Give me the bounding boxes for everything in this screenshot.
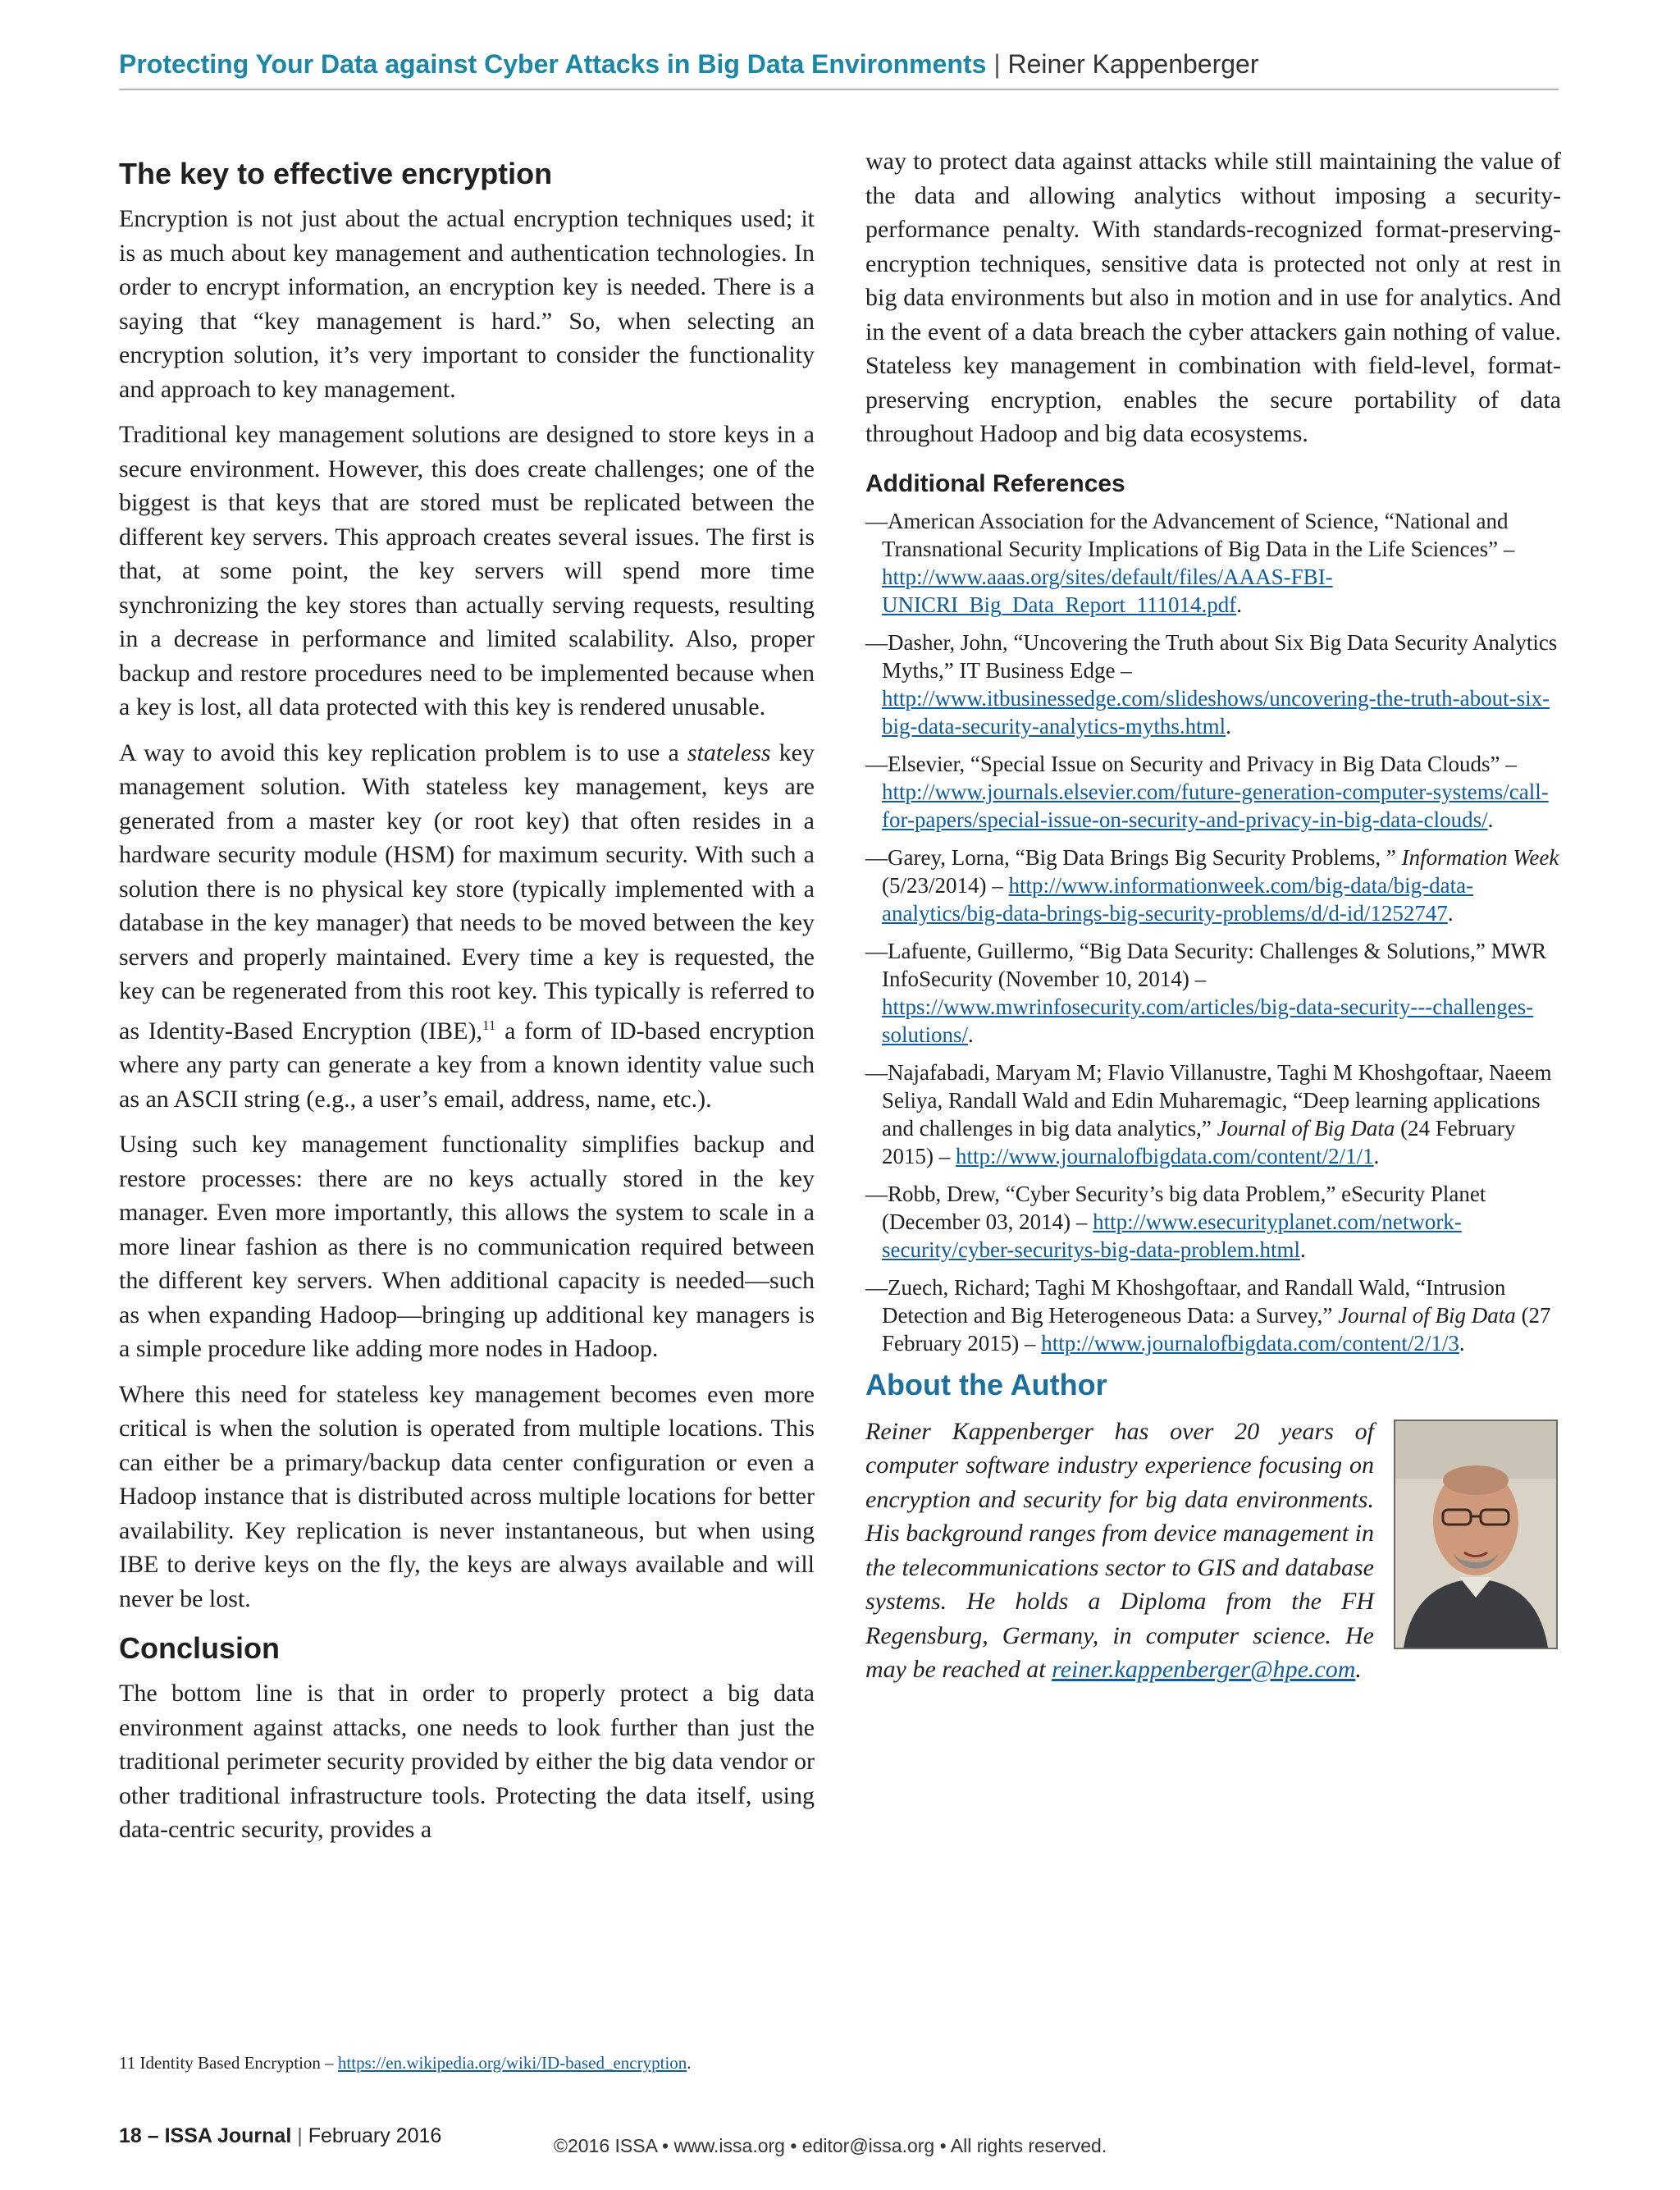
reference-link[interactable]: http://www.journalofbigdata.com/content/2/1/3: [1041, 1330, 1459, 1356]
reference-item: —Garey, Lorna, “Big Data Brings Big Security Problems, ” Information Week (5/23/2014) – http://www.informationweek.com/big-data/big-data-analytics/big-data-brings-big-security-problems/d/d-id/1252747.: [865, 844, 1559, 926]
footnote-link[interactable]: https://en.wikipedia.org/wiki/ID-based_encryption: [337, 2053, 687, 2073]
reference-item: —Elsevier, “Special Issue on Security and Privacy in Big Data Clouds” – http://www.journals.elsevier.com/future-generation-computer-systems/call-for-papers/special-issue-on-security-and-privacy-in-big-data-clouds/.: [865, 751, 1549, 832]
references-title: Additional References: [865, 469, 1125, 497]
reference-item: —Robb, Drew, “Cyber Security’s big data Problem,” eSecurity Planet (December 03, 2014) – http://www.esecurityplanet.com/network-security/cyber-securitys-big-data-problem.html.: [865, 1181, 1486, 1262]
footer-separator: |: [297, 2124, 303, 2147]
reference-item: —Lafuente, Guillermo, “Big Data Security: Challenges & Solutions,” MWR InfoSecurity (November 10, 2014) – https://www.mwrinfosecurity.com/articles/big-data-security---challenges-solutions/.: [865, 938, 1547, 1047]
section-title-key-encryption: The key to effective encryption: [119, 157, 553, 190]
running-header: [119, 48, 1559, 90]
footnote-ref[interactable]: 11: [482, 1017, 496, 1033]
paragraph: Traditional key management solutions are designed to store keys in a secure environment. However, this does create challenges; one of the biggest is that keys that are stored must be replicated between the different key servers. This approach creates several issues. The first is that, at some point, the key servers will spend more time synchronizing the key stores than actually serving requests, resulting in a decrease in performance and limited scalability. Also, proper backup and restore procedures need to be implemented because when a key is lost, all data protected with this key is rendered unusable.: [119, 421, 815, 720]
reference-link[interactable]: http://www.journals.elsevier.com/future-generation-computer-systems/call-for-papers/special-issue-on-security-and-privacy-in-big-data-clouds/: [882, 779, 1549, 832]
header-title: Protecting Your Data against Cyber Attacks in Big Data Environments: [119, 49, 987, 79]
header-separator: |: [993, 49, 1001, 79]
paragraph: way to protect data against attacks while still maintaining the value of the data and allowing analytics without imposing a security-performance penalty. With standards-recognized format-preserving-encryption techniques, sensitive data is protected not only at rest in big data environments but also in motion and in use for analytics. And in the event of a data breach the cyber attackers gain nothing of value. Stateless key management in combination with field-level, format-preserving encryption, enables the secure portability of data throughout Hadoop and big data ecosystems.: [865, 148, 1561, 447]
reference-link[interactable]: http://www.itbusinessedge.com/slideshows/uncovering-the-truth-about-six-big-data-security-analytics-myths.html: [882, 685, 1550, 738]
left-column: [119, 148, 815, 1859]
author-bio: [865, 1415, 1561, 1687]
paragraph: Where this need for stateless key management becomes even more critical is when the solution is operated from multiple locations. This can either be a primary/backup data center configuration or even a Hadoop instance that is distributed across multiple locations for better availability. Key replication is never instantaneous, but when using IBE to derive keys on the fly, the keys are always available and will never be lost.: [119, 1380, 815, 1612]
page-footer: [119, 2124, 441, 2148]
footnote: 11 Identity Based Encryption – https://en.wikipedia.org/wiki/ID-based_encryption.: [119, 2053, 692, 2073]
author-photo: [1394, 1420, 1558, 1649]
header-author: Reiner Kappenberger: [1007, 49, 1259, 79]
reference-link[interactable]: http://www.informationweek.com/big-data/big-data-analytics/big-data-brings-big-security-problems/d/d-id/1252747: [882, 872, 1474, 926]
author-bio-text: Reiner Kappenberger has over 20 years of computer software industry experience focusing on encryption and security for big data environments. His background ranges from device management in the telecommunications sector to GIS and database systems. He holds a Diploma from the FH Regensburg, Germany, in computer science. He may be reached at reiner.kappenberger@hpe.com.: [865, 1417, 1374, 1683]
author-portrait-icon: [1395, 1421, 1556, 1648]
page-number-journal: 18 – ISSA Journal: [119, 2124, 292, 2147]
reference-link[interactable]: http://www.esecurityplanet.com/network-security/cyber-securitys-big-data-problem.html: [882, 1209, 1462, 1262]
references-list: [865, 507, 1561, 1357]
reference-item: —Najafabadi, Maryam M; Flavio Villanustre, Taghi M Khoshgoftaar, Naeem Seliya, Randall Wald and Edin Muharemagic, “Deep learning applications and challenges in big data analytics,” Journal of Big Data (24 February 2015) – http://www.journalofbigdata.com/content/2/1/1.: [865, 1059, 1552, 1168]
reference-link[interactable]: http://www.aaas.org/sites/default/files/AAAS-FBI-UNICRI_Big_Data_Report_111014.pdf: [882, 564, 1333, 617]
reference-link[interactable]: https://www.mwrinfosecurity.com/articles/big-data-security---challenges-solutions/: [882, 994, 1534, 1047]
paragraph: Encryption is not just about the actual encryption techniques used; it is as much about key management and authentication technologies. In order to encrypt information, an encryption key is needed. There is a saying that “key management is hard.” So, when selecting an encryption solution, it’s very important to consider the functionality and approach to key management.: [119, 205, 815, 403]
section-title-conclusion: Conclusion: [119, 1631, 280, 1665]
reference-link[interactable]: http://www.journalofbigdata.com/content/2/1/1: [956, 1143, 1374, 1168]
issue-date: February 2016: [308, 2124, 442, 2147]
right-column: [865, 144, 1561, 1687]
reference-item: —American Association for the Advancement of Science, “National and Transnational Security Implications of Big Data in the Life Sciences” – http://www.aaas.org/sites/default/files/AAAS-FBI-UNICRI_Big_Data_Report_111014.pdf.: [865, 508, 1515, 617]
reference-item: —Dasher, John, “Uncovering the Truth about Six Big Data Security Analytics Myths,” IT Business Edge – http://www.itbusinessedge.com/slideshows/uncovering-the-truth-about-six-big-data-security-analytics-myths.html.: [865, 629, 1558, 738]
author-email-link[interactable]: reiner.kappenberger@hpe.com: [1052, 1656, 1356, 1683]
about-author-title: About the Author: [865, 1367, 1107, 1401]
paragraph: A way to avoid this key replication problem is to use a stateless key management solution. With stateless key management, keys are generated from a master key (or root key) that often resides in a hardware security module (HSM) for maximum security. With such a solution there is no physical key store (typically implemented with a database in the key manager) that needs to be moved between the key servers and properly maintained. Every time a key is requested, the key can be regenerated from this root key. This typically is referred to as Identity-Based Encryption (IBE),$^{11}$ a form of ID-based encryption where any party can generate a key from a known identity value such as an ASCII string (e.g., a user’s email, address, name, etc.).: [119, 738, 815, 1113]
paragraph: Using such key management functionality simplifies backup and restore processes: there are no keys actually stored in the key manager. Even more importantly, this allows the system to scale in a more linear fashion as there is no communication required between the different key servers. When additional capacity is needed—such as when expanding Hadoop—bringing up additional key managers is a simple procedure like adding more nodes in Hadoop.: [119, 1131, 815, 1362]
reference-item: —Zuech, Richard; Taghi M Khoshgoftaar, and Randall Wald, “Intrusion Detection and Big Heterogeneous Data: a Survey,” Journal of Big Data (27 February 2015) – http://www.journalofbigdata.com/content/2/1/3.: [865, 1274, 1551, 1356]
copyright-notice: ©2016 ISSA • www.issa.org • editor@issa.org • All rights reserved.: [554, 2135, 1107, 2156]
paragraph: The bottom line is that in order to properly protect a big data environment against attacks, one needs to look further than just the traditional perimeter security provided by either the big data vendor or other traditional infrastructure tools. Protecting the data itself, using data-centric security, provides a: [119, 1680, 815, 1843]
